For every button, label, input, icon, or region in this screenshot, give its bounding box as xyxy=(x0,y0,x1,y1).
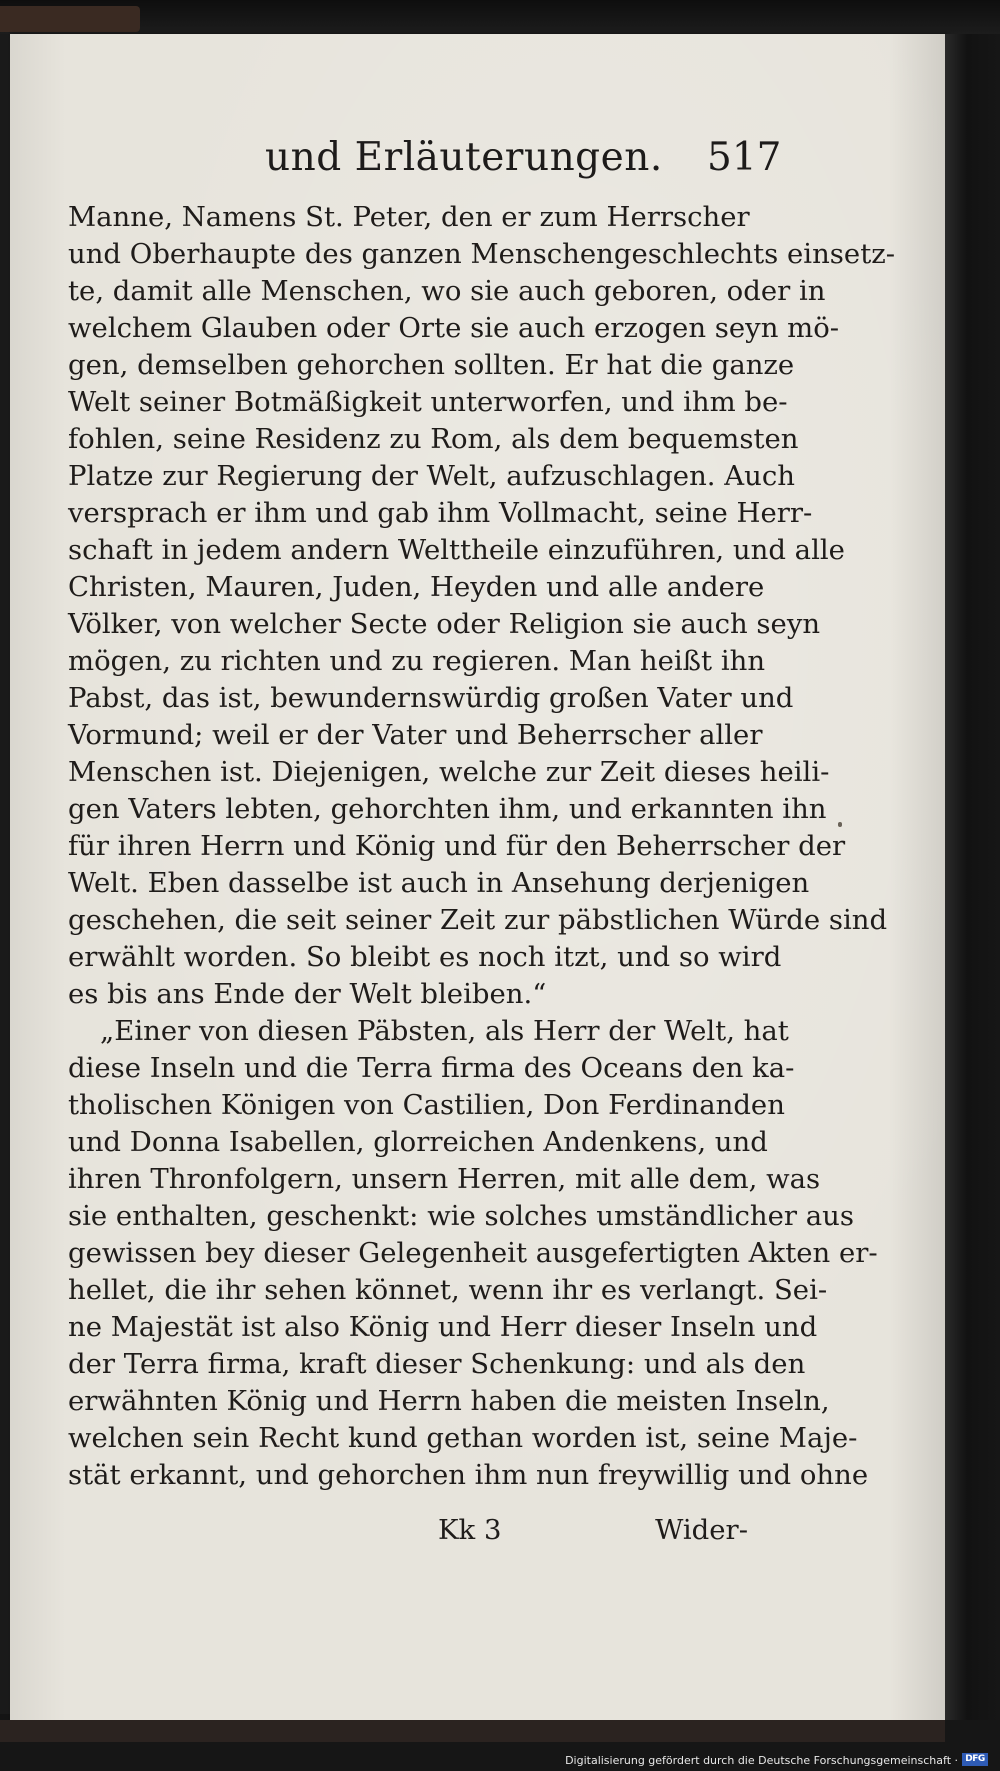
running-title: und Erläuterungen. xyxy=(265,135,663,180)
text-line: Völker, von welcher Secte oder Religion sie auch seyn xyxy=(68,608,821,640)
digitization-credit: Digitalisierung gefördert durch die Deutsche Forschungsgemeinschaft · xyxy=(565,1754,958,1767)
page-number: 517 xyxy=(707,135,782,180)
text-line: es bis ans Ende der Welt bleiben.“ xyxy=(68,978,547,1010)
text-line: hellet, die ihr sehen könnet, wenn ihr es verlangt. Sei- xyxy=(68,1274,828,1306)
text-line: welchem Glauben oder Orte sie auch erzogen seyn mö- xyxy=(68,312,840,344)
text-line: und Oberhaupte des ganzen Menschengeschlechts einsetz- xyxy=(68,238,896,270)
text-line: versprach er ihm und gab ihm Vollmacht, seine Herr- xyxy=(68,497,813,529)
text-line: gen Vaters lebten, gehorchten ihm, und erkannten ihn xyxy=(68,793,827,825)
dfg-logo: DFG xyxy=(962,1753,988,1766)
running-head xyxy=(225,129,765,189)
text-line: fohlen, seine Residenz zu Rom, als dem bequemsten xyxy=(68,423,799,455)
text-line: „Einer von diesen Päbsten, als Herr der Welt, hat xyxy=(100,1015,789,1047)
body-text xyxy=(68,199,896,1494)
text-line: Platze zur Regierung der Welt, aufzuschlagen. Auch xyxy=(68,460,795,492)
scan-corner-tab xyxy=(0,6,140,32)
text-line: diese Inseln und die Terra firma des Oceans den ka- xyxy=(68,1052,795,1084)
text-line: stät erkannt, und gehorchen ihm nun freywillig und ohne xyxy=(68,1459,869,1491)
text-line: tholischen Königen von Castilien, Don Ferdinanden xyxy=(68,1089,785,1121)
text-line: mögen, zu richten und zu regieren. Man heißt ihn xyxy=(68,645,766,677)
text-line: Menschen ist. Diejenigen, welche zur Zeit dieses heili- xyxy=(68,756,830,788)
catchword: Wider- xyxy=(655,1514,748,1546)
scan-top-band xyxy=(0,0,1000,34)
text-line: und Donna Isabellen, glorreichen Andenkens, und xyxy=(68,1126,768,1158)
text-line: welchen sein Recht kund gethan worden ist, seine Maje- xyxy=(68,1422,858,1454)
scan-bottom-strip xyxy=(0,1720,945,1742)
text-line: te, damit alle Menschen, wo sie auch geboren, oder in xyxy=(68,275,826,307)
text-line: Welt. Eben dasselbe ist auch in Ansehung derjenigen xyxy=(68,867,810,899)
text-line: für ihren Herrn und König und für den Beherrscher der xyxy=(68,830,846,862)
book-page xyxy=(10,34,945,1720)
text-line: schaft in jedem andern Welttheile einzuführen, und alle xyxy=(68,534,845,566)
page-footer xyxy=(68,1514,748,1554)
text-line: der Terra firma, kraft dieser Schenkung: und als den xyxy=(68,1348,806,1380)
text-line: erwähnten König und Herrn haben die meisten Inseln, xyxy=(68,1385,830,1417)
text-line: Christen, Mauren, Juden, Heyden und alle andere xyxy=(68,571,765,603)
text-line: Manne, Namens St. Peter, den er zum Herrscher xyxy=(68,201,750,233)
signature-mark: Kk 3 xyxy=(438,1514,502,1546)
text-line: Welt seiner Botmäßigkeit unterworfen, und ihm be- xyxy=(68,386,788,418)
text-line: gen, demselben gehorchen sollten. Er hat die ganze xyxy=(68,349,795,381)
text-line: Vormund; weil er der Vater und Beherrscher aller xyxy=(68,719,763,751)
scan-left-edge xyxy=(0,34,10,1714)
text-line: ihren Thronfolgern, unsern Herren, mit alle dem, was xyxy=(68,1163,821,1195)
text-line: Pabst, das ist, bewundernswürdig großen Vater und xyxy=(68,682,794,714)
text-line: geschehen, die seit seiner Zeit zur päbstlichen Würde sind xyxy=(68,904,888,936)
text-line: sie enthalten, geschenkt: wie solches umständlicher aus xyxy=(68,1200,854,1232)
text-line: erwählt worden. So bleibt es noch itzt, und so wird xyxy=(68,941,782,973)
paper-speck xyxy=(838,822,842,827)
scan-right-edge xyxy=(945,34,1000,1734)
text-line: gewissen bey dieser Gelegenheit ausgefertigten Akten er- xyxy=(68,1237,878,1269)
text-line: ne Majestät ist also König und Herr dieser Inseln und xyxy=(68,1311,818,1343)
